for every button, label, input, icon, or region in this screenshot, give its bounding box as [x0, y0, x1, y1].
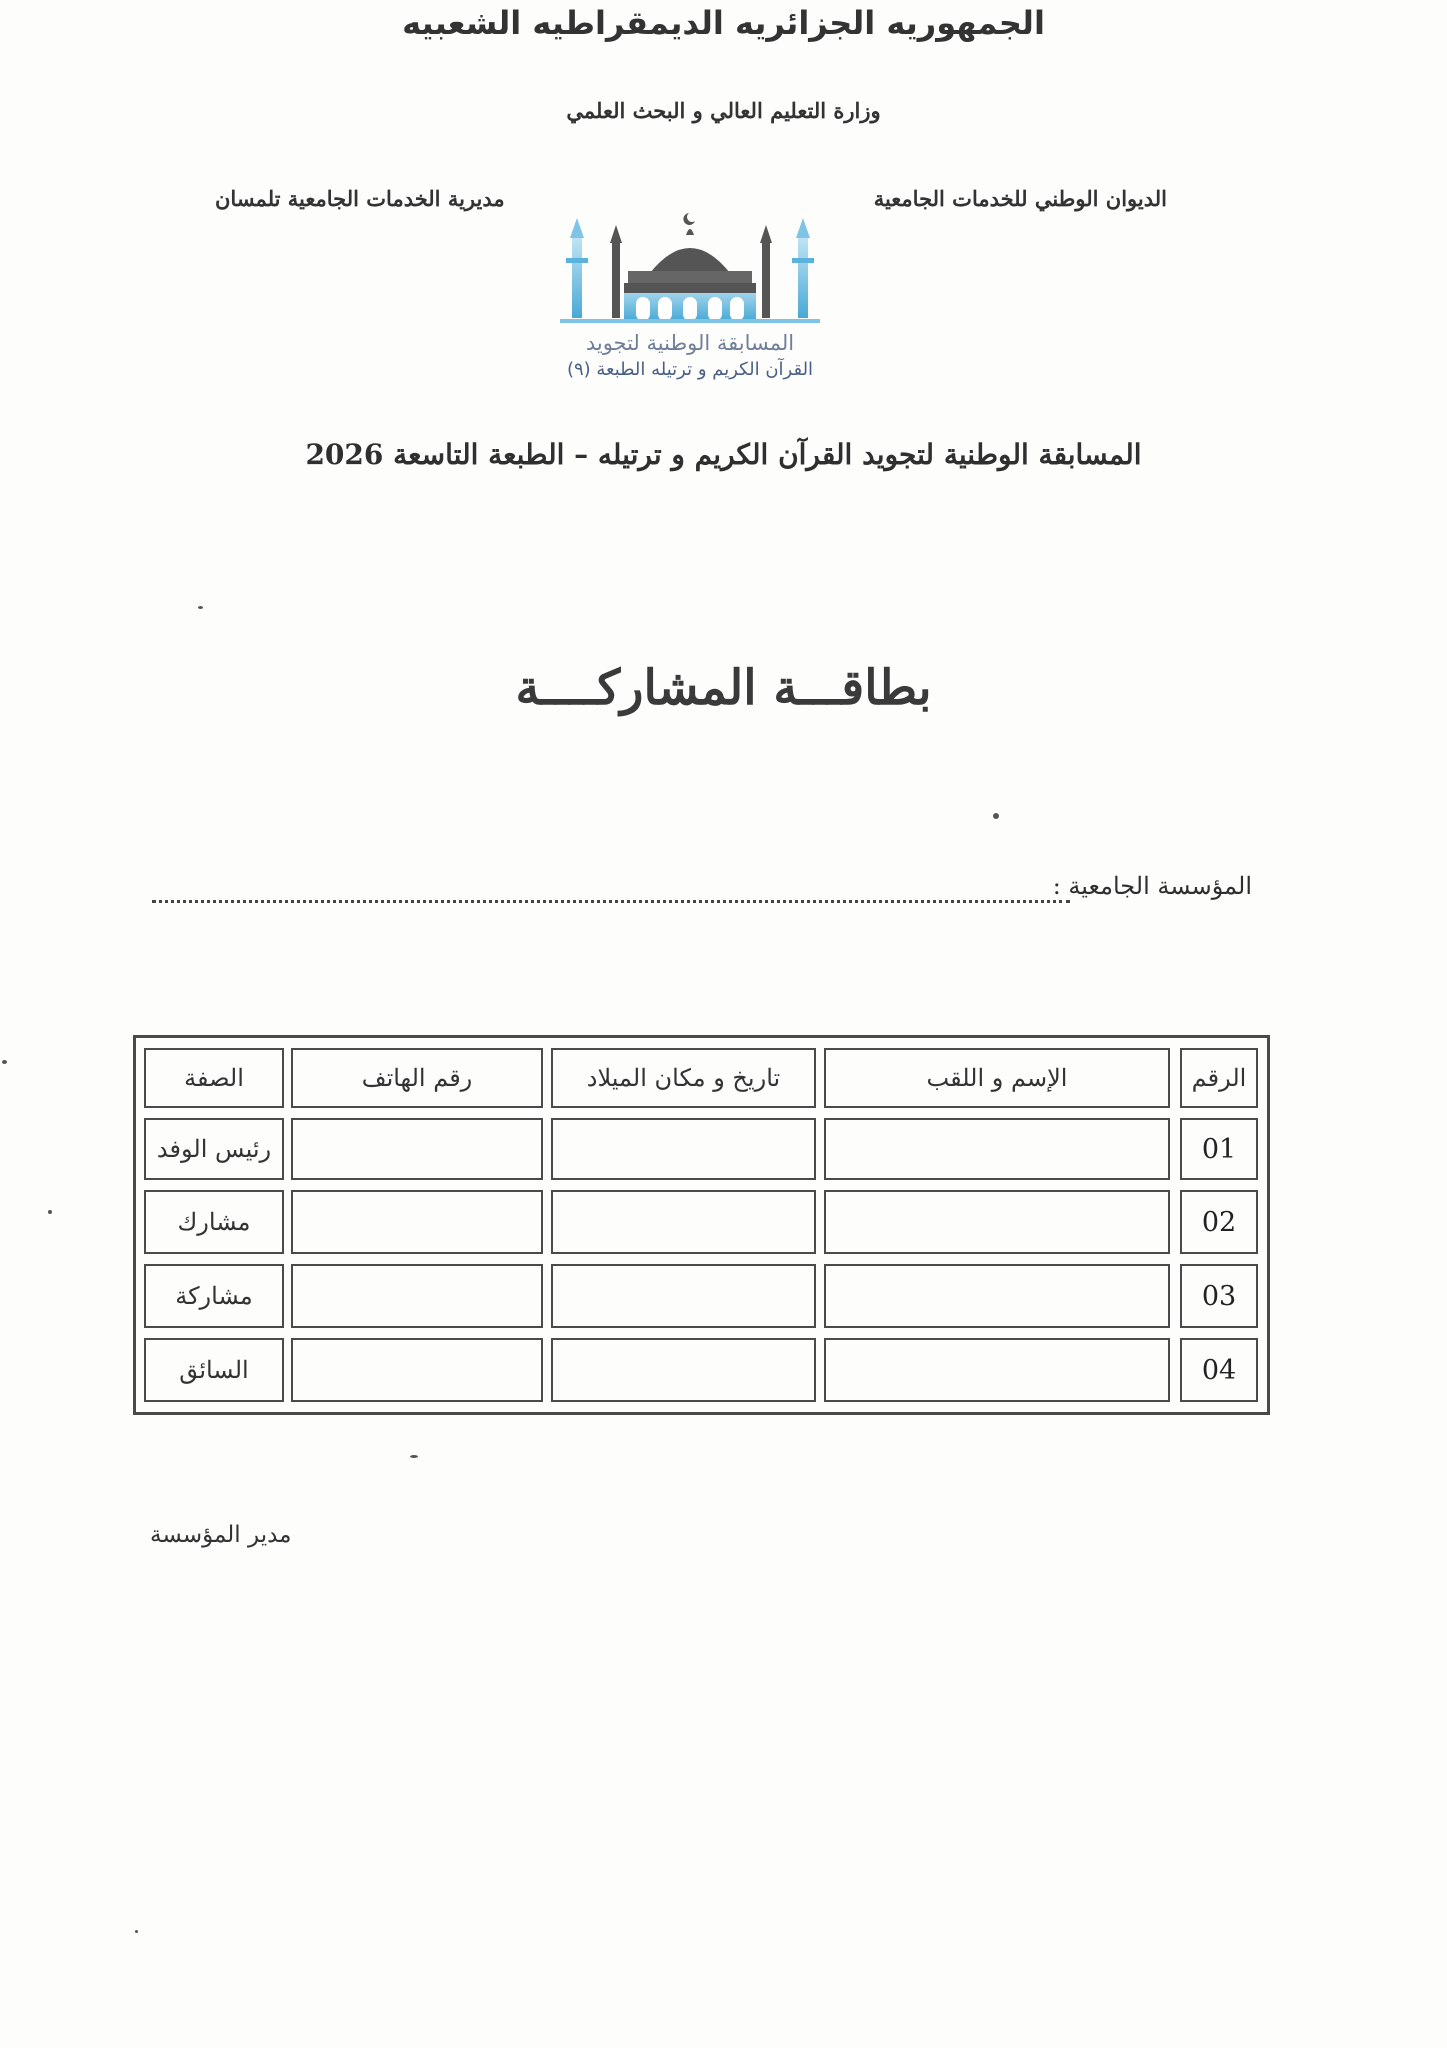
logo-title-line2: القرآن الكريم و ترتيله الطبعة (٩): [566, 359, 814, 380]
birth-cell[interactable]: [551, 1118, 816, 1180]
institution-label: المؤسسة الجامعية :: [1052, 872, 1252, 900]
mosque-logo: [540, 213, 840, 393]
ministry-heading: وزارة التعليم العالي و البحث العلمي: [566, 98, 881, 123]
role-cell: مشارك: [144, 1190, 284, 1254]
national-office-label: الديوان الوطني للخدمات الجامعية: [873, 186, 1167, 211]
mosque-icon: [540, 213, 840, 333]
name-cell[interactable]: [824, 1118, 1170, 1180]
scan-speck: [2, 1060, 7, 1064]
scan-speck: [135, 1930, 138, 1933]
birth-cell[interactable]: [551, 1338, 816, 1402]
header-birth: تاريخ و مكان الميلاد: [551, 1048, 816, 1108]
role-cell: السائق: [144, 1338, 284, 1402]
phone-cell[interactable]: [291, 1264, 543, 1328]
name-cell[interactable]: [824, 1190, 1170, 1254]
republic-heading: الجمهوريه الجزائريه الديمقراطيه الشعبيه: [402, 4, 1045, 42]
participants-table: [133, 1035, 1270, 1415]
directorate-label: مديرية الخدمات الجامعية تلمسان: [215, 186, 505, 211]
role-cell: رئيس الوفد: [144, 1118, 284, 1180]
header-phone: رقم الهاتف: [291, 1048, 543, 1108]
phone-cell[interactable]: [291, 1118, 543, 1180]
scan-speck: [993, 813, 999, 819]
row-number: 03: [1180, 1264, 1258, 1328]
header-number: الرقم: [1180, 1048, 1258, 1108]
birth-cell[interactable]: [551, 1190, 816, 1254]
phone-cell[interactable]: [291, 1338, 543, 1402]
scan-speck: [198, 606, 203, 609]
name-cell[interactable]: [824, 1264, 1170, 1328]
institution-field[interactable]: [152, 872, 1252, 912]
role-cell: مشاركة: [144, 1264, 284, 1328]
header-role: الصفة: [144, 1048, 284, 1108]
card-title: بطاقـــة المشاركــــة: [515, 660, 932, 716]
row-number: 02: [1180, 1190, 1258, 1254]
scan-speck: [410, 1455, 418, 1458]
logo-title-line1: المسابقة الوطنية لتجويد: [585, 331, 795, 355]
row-number: 01: [1180, 1118, 1258, 1180]
phone-cell[interactable]: [291, 1190, 543, 1254]
name-cell[interactable]: [824, 1338, 1170, 1402]
contest-title: المسابقة الوطنية لتجويد القرآن الكريم و ترتيله – الطبعة التاسعة 2026: [305, 438, 1142, 471]
director-signature-label: مدير المؤسسة: [150, 1522, 292, 1548]
row-number: 04: [1180, 1338, 1258, 1402]
institution-dotted-line: [152, 900, 1070, 903]
scan-speck: [48, 1210, 52, 1214]
birth-cell[interactable]: [551, 1264, 816, 1328]
header-name: الإسم و اللقب: [824, 1048, 1170, 1108]
